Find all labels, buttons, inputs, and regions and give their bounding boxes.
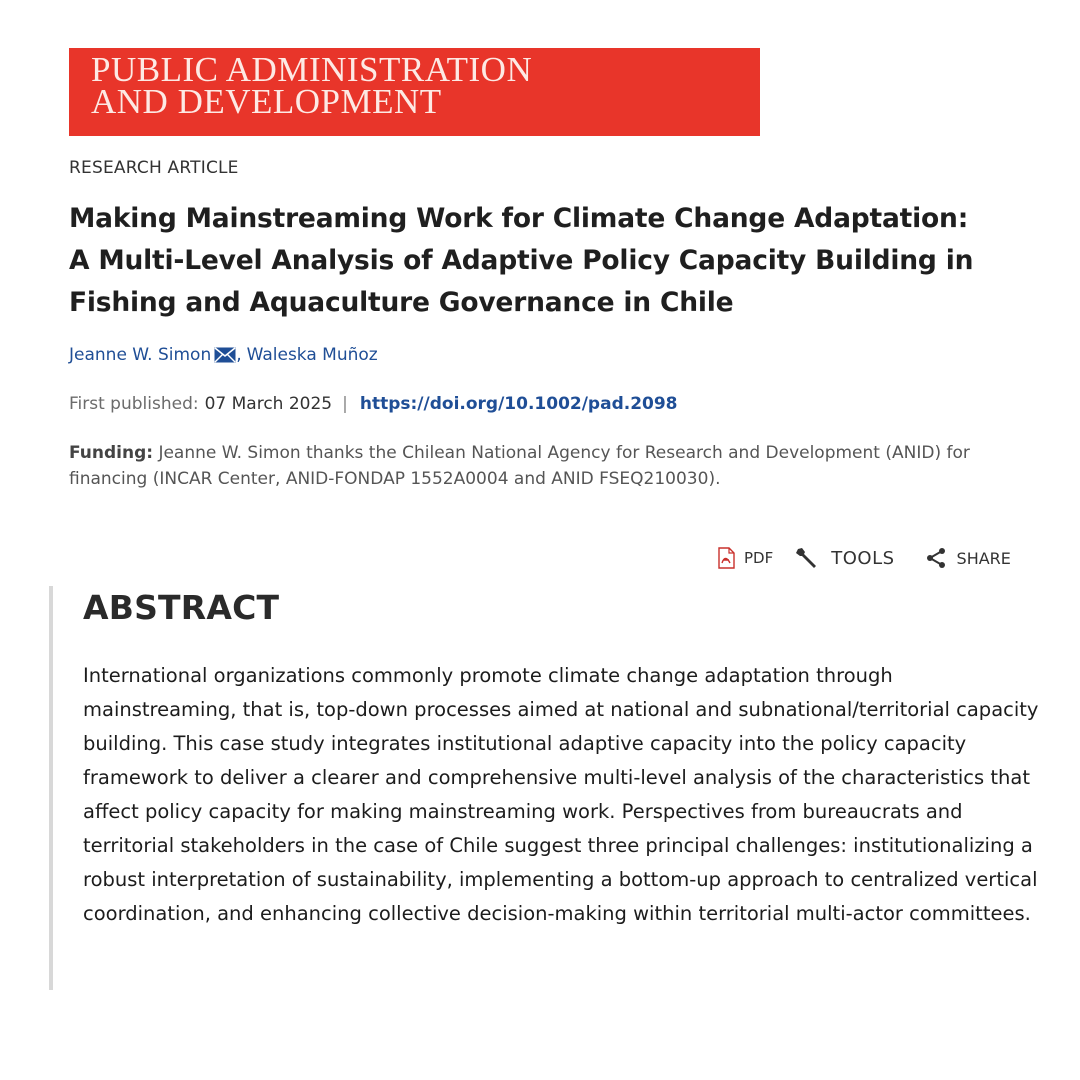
doi-link[interactable]: https://doi.org/10.1002/pad.2098 bbox=[359, 394, 678, 414]
wrench-icon bbox=[795, 546, 823, 570]
article-title-line: Fishing and Aquaculture Governance in Chile bbox=[69, 287, 734, 318]
tools-button[interactable] bbox=[795, 546, 894, 570]
author-link-simon[interactable]: Jeanne W. Simon bbox=[69, 345, 212, 365]
share-label: SHARE bbox=[956, 548, 1011, 568]
first-published-date: 07 March 2025 bbox=[204, 394, 333, 414]
article-title-line: A Multi-Level Analysis of Adaptive Policy Capacity Building in bbox=[69, 245, 974, 276]
journal-title-line-1: PUBLIC ADMINISTRATION bbox=[91, 50, 533, 89]
journal-title-line-2: AND DEVELOPMENT bbox=[91, 82, 442, 121]
article-type-label: RESEARCH ARTICLE bbox=[69, 158, 239, 178]
share-icon bbox=[925, 547, 949, 569]
pubinfo-divider: | bbox=[342, 394, 348, 414]
article-title-line: Making Mainstreaming Work for Climate Change Adaptation: bbox=[69, 203, 969, 234]
author-list bbox=[69, 345, 378, 365]
funding-statement bbox=[69, 440, 1029, 492]
funding-text: Jeanne W. Simon thanks the Chilean National Agency for Research and Development (ANID) for financing (INCAR Center, ANID-FONDAP 1552A0004 and ANID FSEQ210030). bbox=[69, 443, 970, 489]
article-title bbox=[69, 198, 1029, 324]
author-separator: , bbox=[236, 345, 242, 365]
share-button[interactable] bbox=[925, 547, 1011, 569]
abstract-text: International organizations commonly promote climate change adaptation through mainstreaming, that is, top-down processes aimed at national and subnational/territorial capacity building. This case study integrates institutional adaptive capacity into the policy capacity framework to deliver a clearer and comprehensive multi-level analysis of the characteristics that affect policy capacity for making mainstreaming work. Perspectives from bureaucrats and territorial stakeholders in the case of Chile suggest three principal challenges: institutionalizing a robust interpretation of sustainability, implementing a bottom-up approach to centralized vertical coordination, and enhancing collective decision-making within territorial multi-actor committees. bbox=[83, 664, 1039, 925]
abstract-heading: ABSTRACT bbox=[83, 588, 280, 627]
tools-label: TOOLS bbox=[831, 547, 895, 569]
pdf-label: PDF bbox=[744, 549, 774, 567]
article-toolbar bbox=[716, 545, 1011, 571]
envelope-icon[interactable] bbox=[214, 347, 236, 363]
first-published-label: First published: bbox=[69, 394, 199, 414]
publication-info bbox=[69, 394, 678, 414]
abstract-left-rule bbox=[49, 586, 53, 990]
journal-banner[interactable] bbox=[69, 48, 760, 136]
funding-label: Funding: bbox=[69, 443, 154, 463]
pdf-icon bbox=[716, 547, 736, 569]
pdf-button[interactable] bbox=[716, 547, 773, 569]
author-link-munoz[interactable]: Waleska Muñoz bbox=[246, 345, 378, 365]
